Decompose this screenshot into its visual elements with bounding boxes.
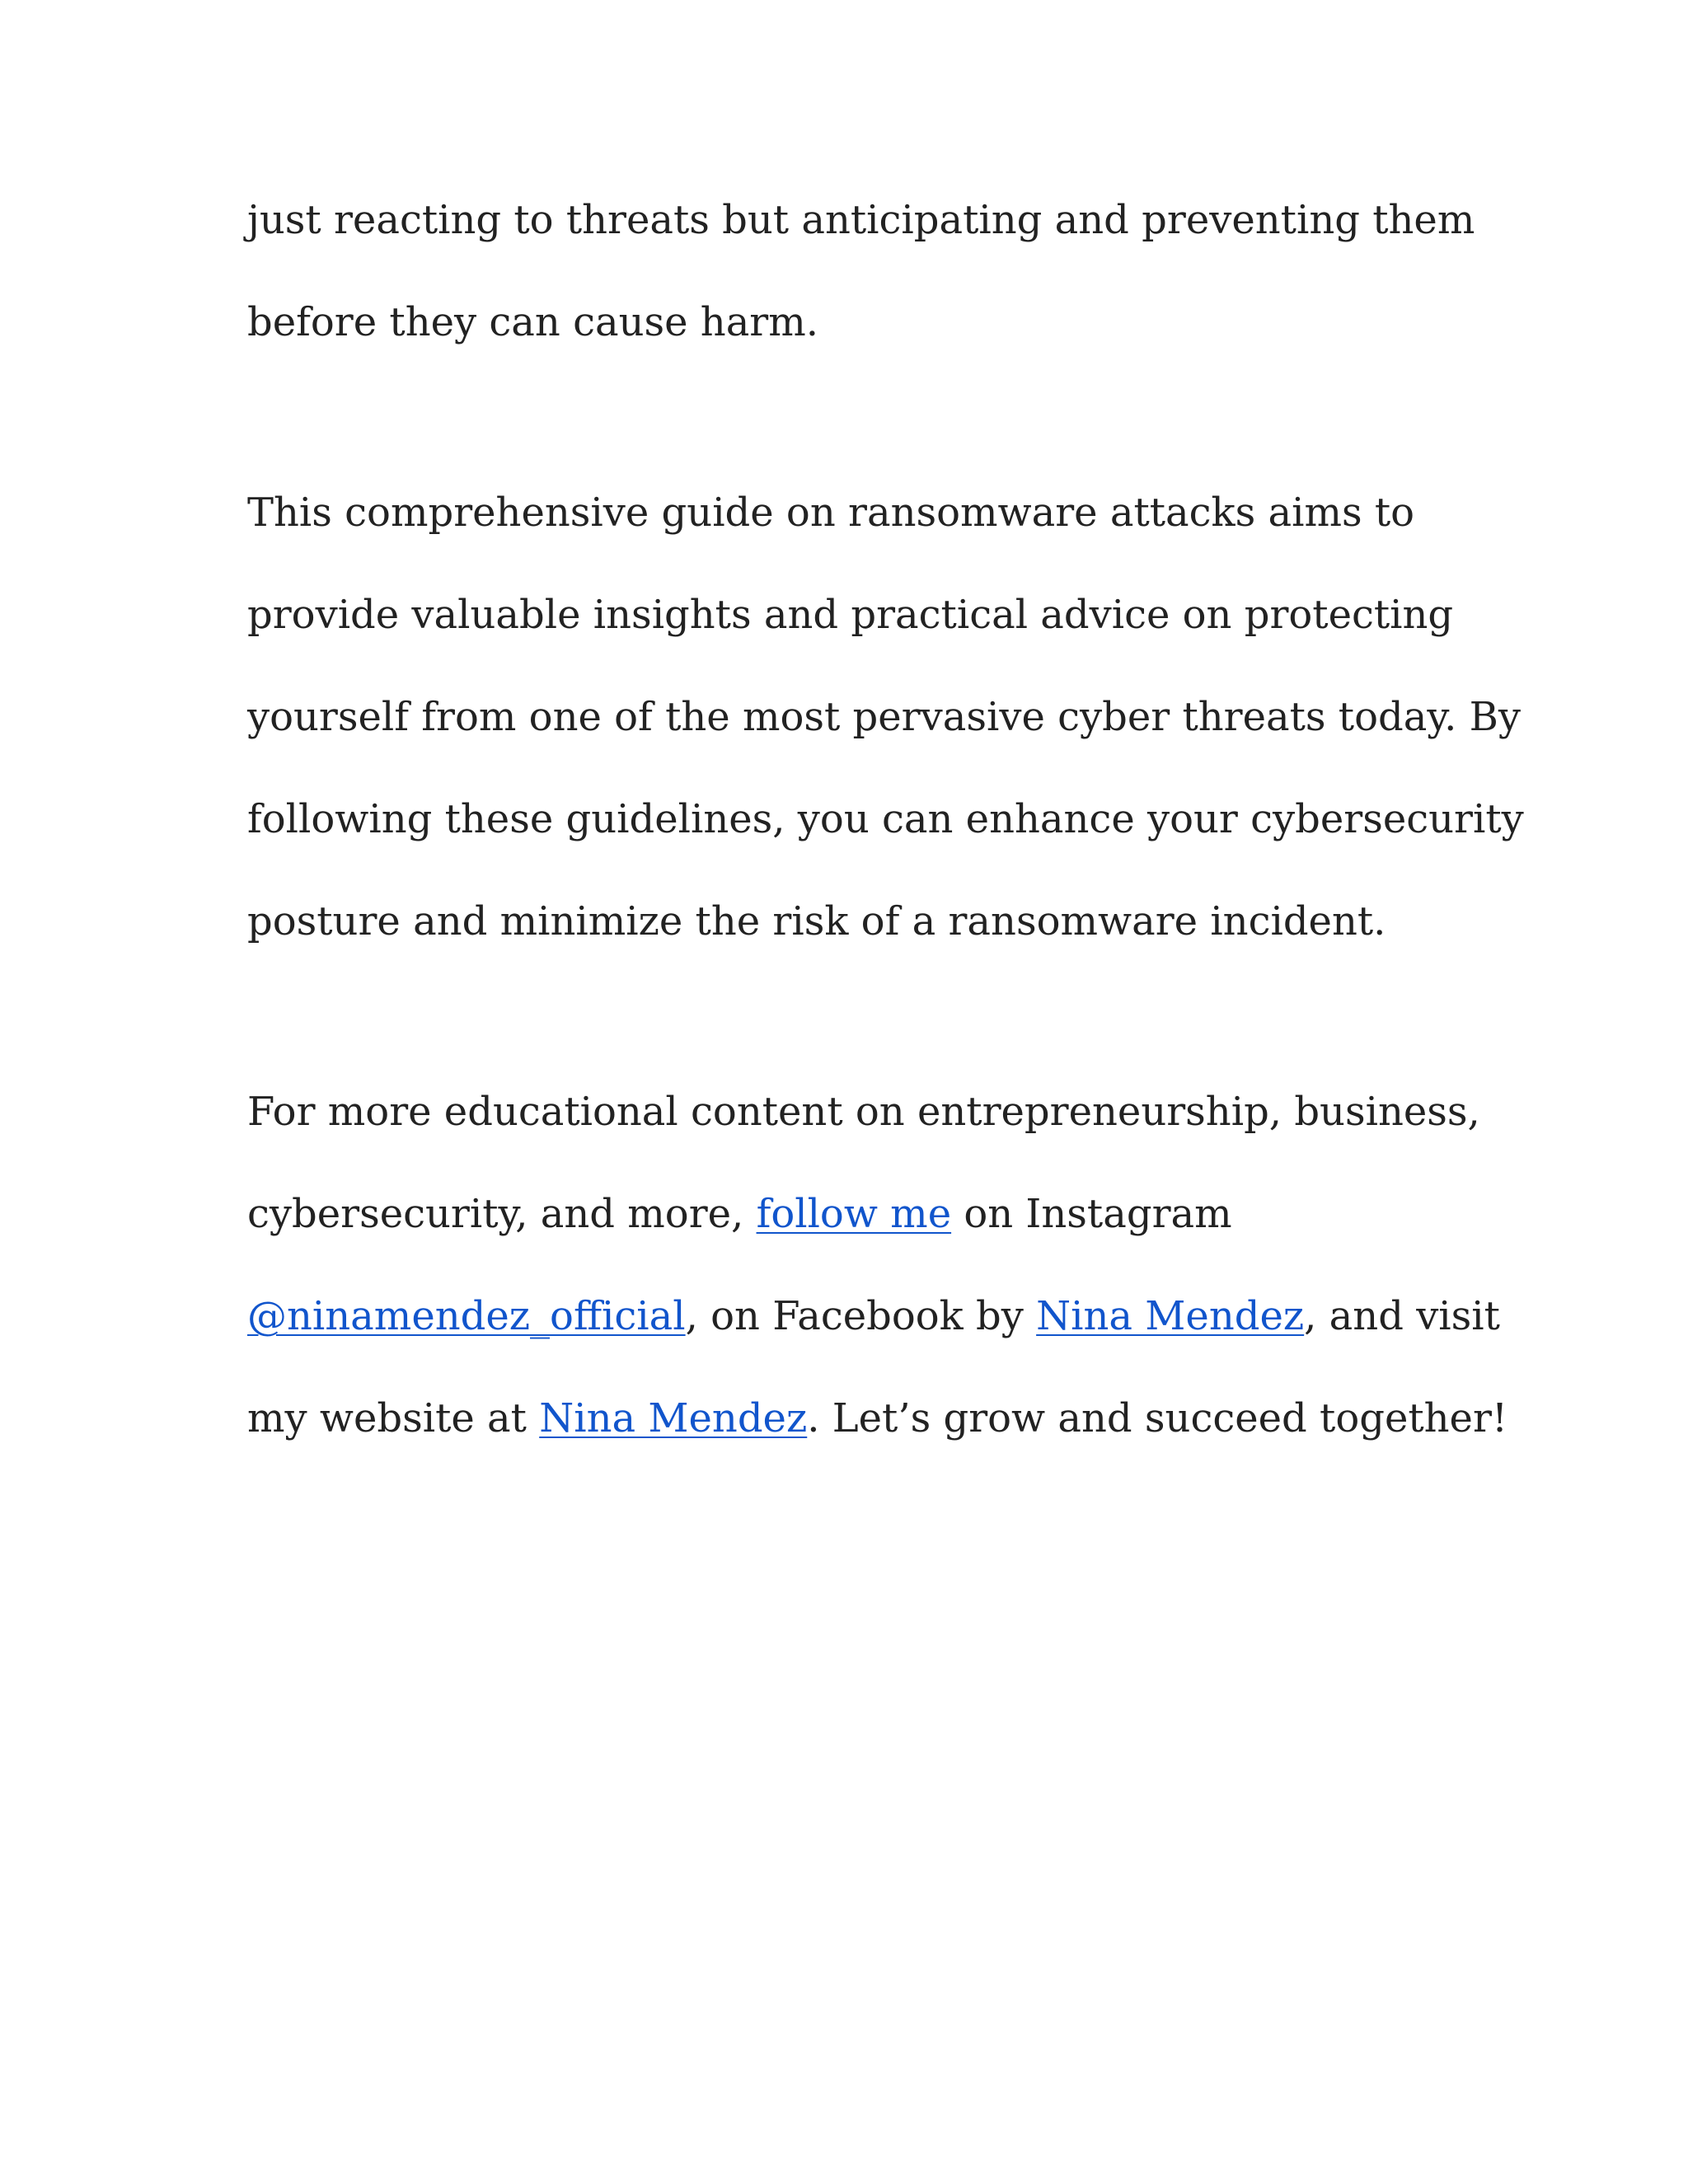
document-body [247, 169, 1524, 1469]
text-run: my website at [247, 1395, 540, 1441]
paragraph-follow-links [247, 1061, 1508, 1469]
text-run: on Instagram [951, 1191, 1232, 1237]
paragraph-line [247, 1367, 1508, 1469]
paragraph-line [247, 1265, 1500, 1367]
paragraph-guide-summary [247, 462, 1524, 972]
instagram-handle-link[interactable]: @ninamendez_official [247, 1293, 686, 1339]
follow-me-link[interactable]: follow me [756, 1191, 952, 1237]
text-run: . Let’s grow and succeed together! [807, 1395, 1508, 1441]
website-link[interactable]: Nina Mendez [539, 1395, 808, 1441]
facebook-profile-link[interactable]: Nina Mendez [1036, 1293, 1305, 1339]
paragraph-spacer [247, 972, 1451, 1061]
paragraph-line: just reacting to threats but anticipating and preventing them [247, 197, 1475, 243]
paragraph-line: following these guidelines, you can enhance your cybersecurity [247, 796, 1524, 842]
text-run: , on Facebook by [685, 1293, 1037, 1339]
paragraph-line: before they can cause harm. [247, 299, 819, 345]
paragraph-threat-prevention [247, 169, 1475, 373]
paragraph-spacer [247, 373, 1451, 462]
paragraph-line: provide valuable insights and practical advice on protecting [247, 592, 1454, 638]
paragraph-line: yourself from one of the most pervasive cyber threats today. By [247, 694, 1521, 740]
text-run: , and visit [1304, 1293, 1500, 1339]
paragraph-line: posture and minimize the risk of a ransomware incident. [247, 898, 1386, 944]
paragraph-line [247, 1163, 1451, 1265]
paragraph-line: This comprehensive guide on ransomware attacks aims to [247, 490, 1415, 536]
text-run: cybersecurity, and more, [247, 1191, 757, 1237]
paragraph-line: For more educational content on entrepreneurship, business, [247, 1089, 1480, 1135]
